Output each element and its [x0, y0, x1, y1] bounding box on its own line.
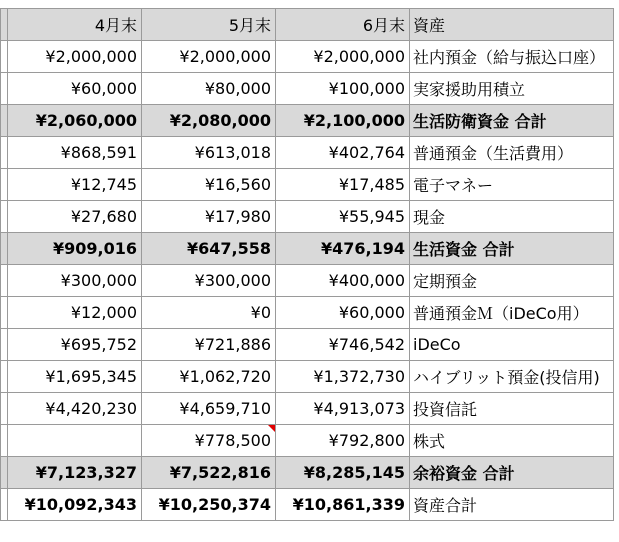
table-row: [1, 73, 614, 105]
subtotal-row: [1, 457, 614, 489]
cell-may[interactable]: ¥721,886: [142, 329, 276, 361]
cell-asset-label[interactable]: 電子マネー: [410, 169, 614, 201]
cell-apr[interactable]: ¥2,060,000: [8, 105, 142, 137]
row-stub-cell[interactable]: [1, 233, 8, 265]
cell-may[interactable]: ¥778,500: [142, 425, 276, 457]
cell-apr[interactable]: ¥4,420,230: [8, 393, 142, 425]
row-stub-cell[interactable]: [1, 297, 8, 329]
cell-jun[interactable]: ¥1,372,730: [276, 361, 410, 393]
cell-asset-label[interactable]: 現金: [410, 201, 614, 233]
row-stub-cell[interactable]: [1, 329, 8, 361]
row-stub-cell[interactable]: [1, 169, 8, 201]
cell-asset-label[interactable]: ハイブリット預金(投信用): [410, 361, 614, 393]
cell-jun[interactable]: ¥10,861,339: [276, 489, 410, 521]
cell-asset-label[interactable]: 生活防衛資金 合計: [410, 105, 614, 137]
table-row: [1, 265, 614, 297]
cell-apr[interactable]: ¥2,000,000: [8, 41, 142, 73]
row-stub-cell[interactable]: [1, 9, 8, 41]
cell-may[interactable]: ¥613,018: [142, 137, 276, 169]
header-may[interactable]: 5月末: [142, 9, 276, 41]
table-row: [1, 169, 614, 201]
cell-apr[interactable]: [8, 425, 142, 457]
cell-apr[interactable]: ¥10,092,343: [8, 489, 142, 521]
cell-apr[interactable]: ¥12,745: [8, 169, 142, 201]
spreadsheet-grid: [0, 8, 614, 521]
row-stub-cell[interactable]: [1, 489, 8, 521]
grand-total-row: [1, 489, 614, 521]
cell-jun[interactable]: ¥55,945: [276, 201, 410, 233]
cell-asset-label[interactable]: 普通預金Ｍ（iDeCo用）: [410, 297, 614, 329]
cell-jun[interactable]: ¥402,764: [276, 137, 410, 169]
cell-apr[interactable]: ¥695,752: [8, 329, 142, 361]
subtotal-row: [1, 233, 614, 265]
table-row: [1, 425, 614, 457]
cell-jun[interactable]: ¥100,000: [276, 73, 410, 105]
cell-asset-label[interactable]: 資産合計: [410, 489, 614, 521]
cell-may[interactable]: ¥16,560: [142, 169, 276, 201]
cell-jun[interactable]: ¥2,000,000: [276, 41, 410, 73]
cell-asset-label[interactable]: 株式: [410, 425, 614, 457]
row-stub-cell[interactable]: [1, 393, 8, 425]
cell-may[interactable]: ¥647,558: [142, 233, 276, 265]
cell-apr[interactable]: ¥27,680: [8, 201, 142, 233]
subtotal-row: [1, 105, 614, 137]
row-stub-cell[interactable]: [1, 201, 8, 233]
sheet-body: [1, 41, 614, 521]
table-row: [1, 201, 614, 233]
cell-asset-label[interactable]: 社内預金（給与振込口座）: [410, 41, 614, 73]
cell-may[interactable]: ¥17,980: [142, 201, 276, 233]
cell-apr[interactable]: ¥12,000: [8, 297, 142, 329]
cell-apr[interactable]: ¥1,695,345: [8, 361, 142, 393]
cell-jun[interactable]: ¥8,285,145: [276, 457, 410, 489]
header-jun[interactable]: 6月末: [276, 9, 410, 41]
cell-may[interactable]: ¥0: [142, 297, 276, 329]
header-asset[interactable]: 資産: [410, 9, 614, 41]
row-stub-cell[interactable]: [1, 361, 8, 393]
cell-jun[interactable]: ¥60,000: [276, 297, 410, 329]
row-stub-cell[interactable]: [1, 265, 8, 297]
row-stub-cell[interactable]: [1, 425, 8, 457]
header-row: [1, 9, 614, 41]
row-stub-cell[interactable]: [1, 105, 8, 137]
table-row: [1, 361, 614, 393]
table-row: [1, 137, 614, 169]
cell-asset-label[interactable]: 投資信託: [410, 393, 614, 425]
row-stub-cell[interactable]: [1, 457, 8, 489]
cell-may[interactable]: ¥2,000,000: [142, 41, 276, 73]
cell-may[interactable]: ¥2,080,000: [142, 105, 276, 137]
cell-asset-label[interactable]: 定期預金: [410, 265, 614, 297]
table-row: [1, 297, 614, 329]
cell-jun[interactable]: ¥2,100,000: [276, 105, 410, 137]
cell-may[interactable]: ¥1,062,720: [142, 361, 276, 393]
cell-may[interactable]: ¥4,659,710: [142, 393, 276, 425]
cell-asset-label[interactable]: iDeCo: [410, 329, 614, 361]
row-stub-cell[interactable]: [1, 73, 8, 105]
header-apr[interactable]: 4月末: [8, 9, 142, 41]
cell-jun[interactable]: ¥400,000: [276, 265, 410, 297]
cell-asset-label[interactable]: 生活資金 合計: [410, 233, 614, 265]
table-row: [1, 393, 614, 425]
cell-may[interactable]: ¥10,250,374: [142, 489, 276, 521]
cell-apr[interactable]: ¥868,591: [8, 137, 142, 169]
cell-apr[interactable]: ¥300,000: [8, 265, 142, 297]
row-stub-cell[interactable]: [1, 137, 8, 169]
cell-jun[interactable]: ¥17,485: [276, 169, 410, 201]
cell-jun[interactable]: ¥792,800: [276, 425, 410, 457]
cell-apr[interactable]: ¥60,000: [8, 73, 142, 105]
cell-asset-label[interactable]: 実家援助用積立: [410, 73, 614, 105]
cell-may[interactable]: ¥7,522,816: [142, 457, 276, 489]
table-row: [1, 329, 614, 361]
cell-apr[interactable]: ¥909,016: [8, 233, 142, 265]
table-row: [1, 41, 614, 73]
cell-asset-label[interactable]: 余裕資金 合計: [410, 457, 614, 489]
cell-asset-label[interactable]: 普通預金（生活費用）: [410, 137, 614, 169]
cell-jun[interactable]: ¥4,913,073: [276, 393, 410, 425]
cell-apr[interactable]: ¥7,123,327: [8, 457, 142, 489]
cell-jun[interactable]: ¥746,542: [276, 329, 410, 361]
cell-may[interactable]: ¥300,000: [142, 265, 276, 297]
row-stub-cell[interactable]: [1, 41, 8, 73]
cell-jun[interactable]: ¥476,194: [276, 233, 410, 265]
cell-may[interactable]: ¥80,000: [142, 73, 276, 105]
